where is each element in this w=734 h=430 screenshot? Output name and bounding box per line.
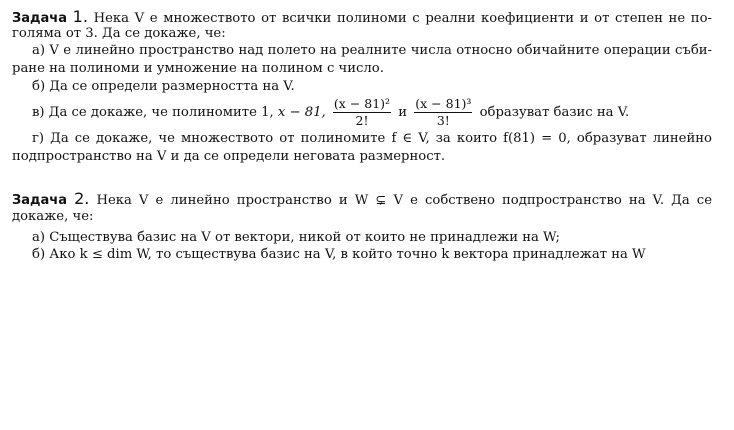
fraction-cube-denominator: 3! xyxy=(436,113,450,128)
task-2-number: 2. xyxy=(74,189,90,208)
fraction-square-numerator: (x − 81)² xyxy=(333,96,391,111)
task-1-part-a-2: ране на полиноми и умножение на полином с число. xyxy=(12,61,384,76)
task-1-heading: Задача xyxy=(12,11,67,26)
task-1-part-g-2: подпространство на V и да се определи неговата размерност. xyxy=(12,149,446,164)
task-1-and: и xyxy=(398,105,408,120)
task-2-heading: Задача xyxy=(12,193,67,208)
task-1-intro-1: Нека V е множеството от всички полиноми с реални коефициенти и от степен не по- xyxy=(93,11,712,26)
task-1-part-v-end: образуват базис на V. xyxy=(479,105,630,120)
fraction-cube xyxy=(414,97,472,128)
task-1-part-v xyxy=(32,96,629,130)
fraction-square-denominator: 2! xyxy=(355,113,369,128)
task-2-line-1 xyxy=(12,190,712,209)
task-1-number: 1. xyxy=(72,7,88,26)
task-1-part-g-1: г) Да се докаже, че множеството от полиномите f ∈ V, за които f(81) = 0, образуват линейно xyxy=(32,131,712,146)
fraction-square xyxy=(333,97,391,128)
task-1-poly-x: x − 81, xyxy=(277,105,326,120)
fraction-cube-numerator: (x − 81)³ xyxy=(415,96,472,111)
task-1-part-b: б) Да се определи размерността на V. xyxy=(32,79,295,94)
task-1-part-v-start: в) Да се докаже, че полиномите 1, xyxy=(32,105,274,120)
task-2-intro-1: Нека V е линейно пространство и W ⊊ V е собствено подпространство на V. Да се xyxy=(96,193,712,208)
task-1-part-a-1: а) V е линейно пространство над полето на реалните числа относно обичайните операции съби- xyxy=(32,43,712,58)
task-1-intro-2: голяма от 3. Да се докаже, че: xyxy=(12,26,226,41)
task-2-intro-2: докаже, че: xyxy=(12,209,94,224)
task-2-part-a: а) Съществува базис на V от вектори, никой от които не принадлежи на W; xyxy=(32,230,560,245)
task-2-part-b: б) Ако k ≤ dim W, то съществува базис на V, в който точно k вектора принадлежат на W xyxy=(32,247,646,262)
